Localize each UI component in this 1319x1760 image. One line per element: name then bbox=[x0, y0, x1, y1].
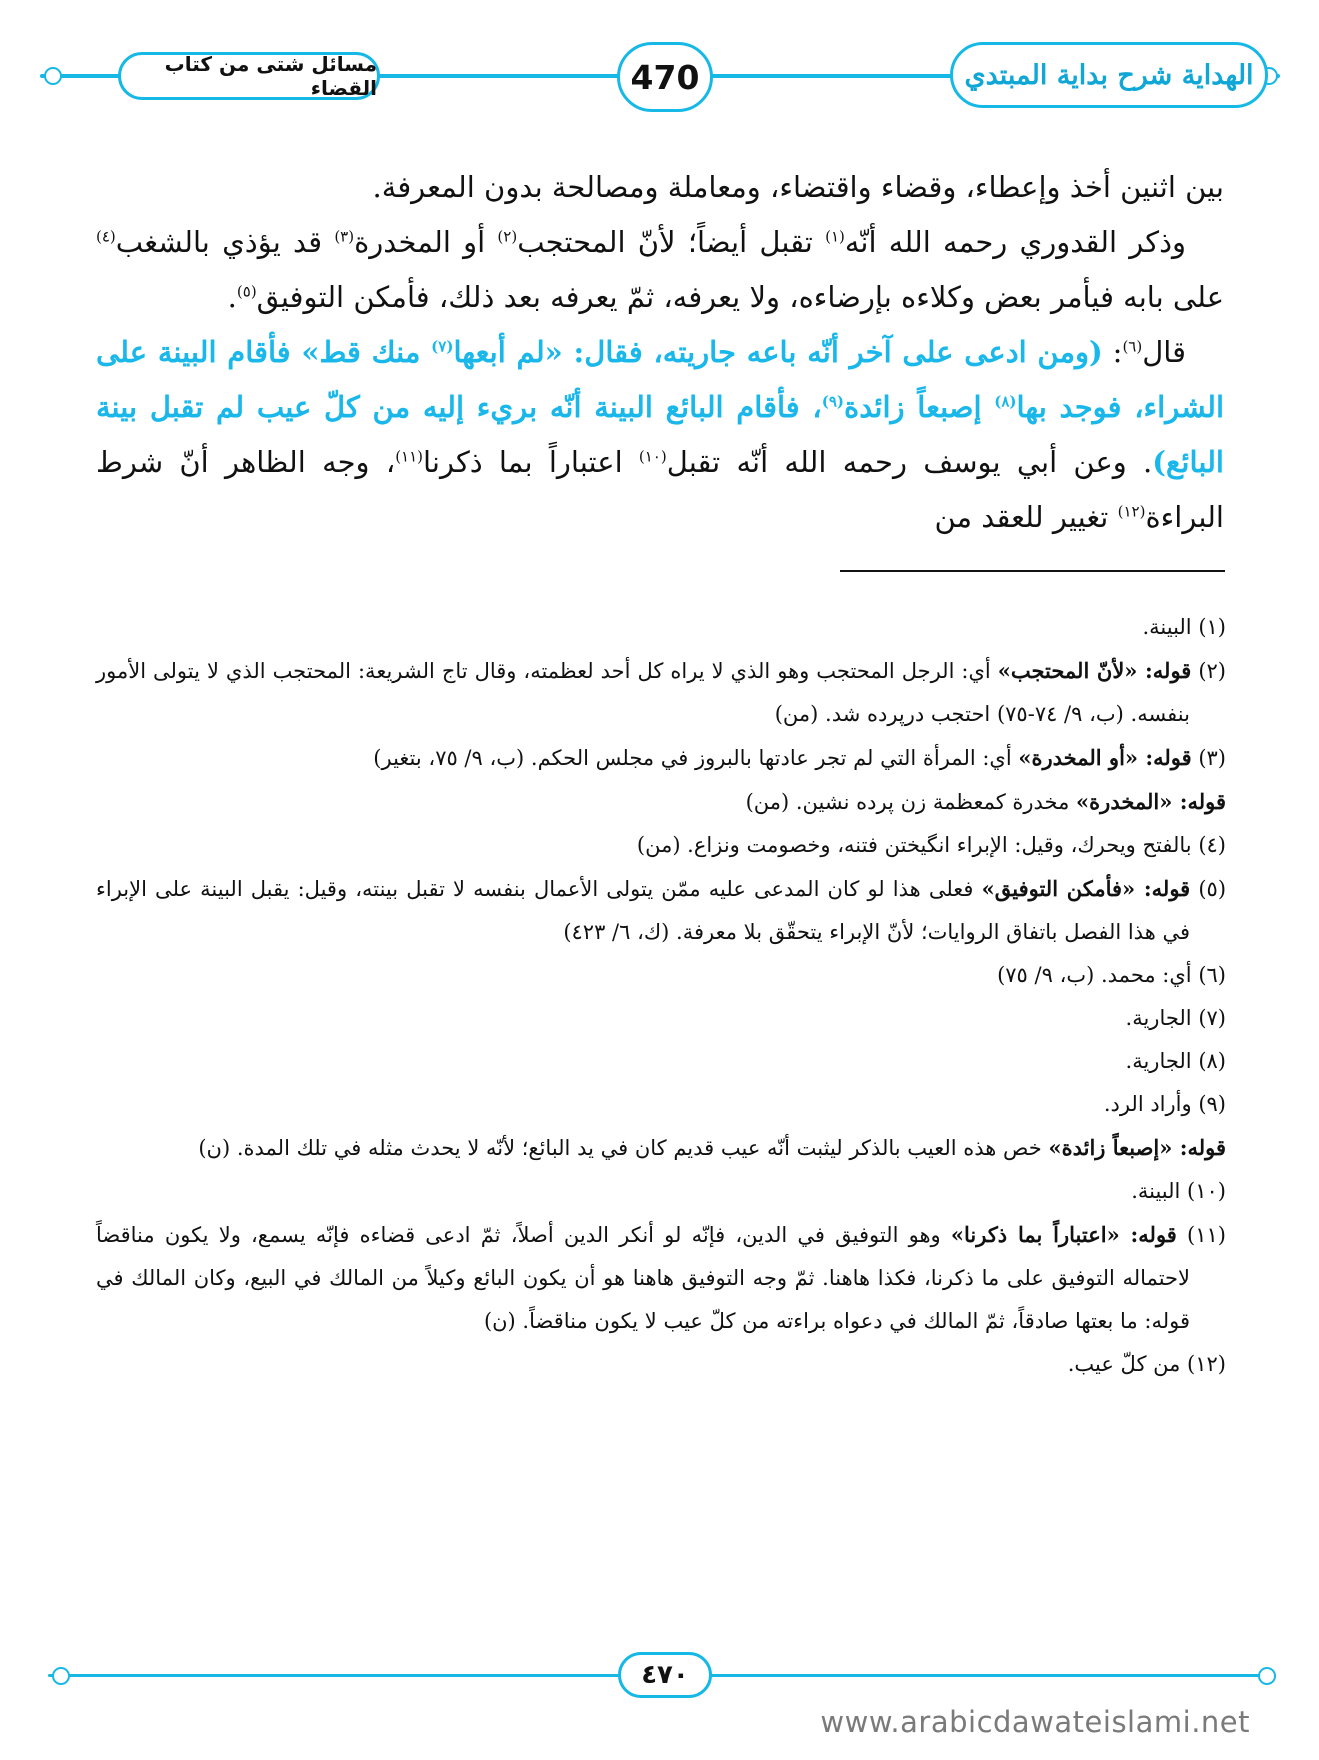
footnote-3-addendum-text: مخدرة كمعظمة زن پرده نشين. (من) bbox=[745, 790, 1077, 814]
footnote-3-keyword: قوله: «أو المخدرة» bbox=[1018, 745, 1192, 770]
footer-page-number: ٤٧٠ bbox=[641, 1660, 689, 1690]
footer-page-number-cartouche bbox=[618, 1652, 712, 1698]
paragraph-2 bbox=[96, 215, 1224, 325]
footnote-ref-6[interactable]: (٦) bbox=[1122, 337, 1143, 356]
book-title: الهداية شرح بداية المبتدي bbox=[964, 59, 1254, 91]
footer-rule-right bbox=[710, 1674, 1276, 1677]
page-number: 470 bbox=[630, 57, 700, 97]
footnote-6-text: (٦) أي: محمد. (ب، ٩/ ٧٥) bbox=[997, 963, 1226, 987]
footnote-2-keyword: قوله: «لأنّ المحتجب» bbox=[997, 658, 1192, 683]
footnote-5-text: فعلى هذا لو كان المدعى عليه ممّن يتولى الأعمال بنفسه لا تقبل بينته، وقيل: يقبل البينة على الإبراء في هذا الفصل باتفاق الروايات؛ لأنّ الإبراء يتحقّق بلا معرفة. (ك، ٦/ ٤٢٣) bbox=[96, 877, 1190, 944]
matn-text-2: منك قط» فأقام البينة على الشراء، فوجد بها bbox=[96, 335, 1225, 424]
footnote-2-number: (٢) bbox=[1191, 659, 1226, 683]
footnote-ref-4[interactable]: (٤) bbox=[96, 227, 116, 246]
footnote-5-number: (٥) bbox=[1190, 877, 1227, 901]
footnote-3-number: (٣) bbox=[1191, 746, 1226, 770]
footnote-7-text: (٧) الجارية. bbox=[1125, 1006, 1226, 1030]
footnote-ref-5[interactable]: (٥) bbox=[236, 282, 257, 301]
footnotes bbox=[96, 606, 1226, 1386]
paragraph-1-text: بين اثنين أخذ وإعطاء، وقضاء واقتضاء، ومعاملة ومصالحة بدون المعرفة. bbox=[372, 170, 1224, 204]
footnote-3-addendum-keyword: قوله: «المخدرة» bbox=[1076, 789, 1226, 814]
footnote-ref-1[interactable]: (١) bbox=[825, 227, 845, 246]
footnote-7 bbox=[96, 997, 1226, 1040]
footnote-ref-8[interactable]: (٨) bbox=[994, 392, 1017, 411]
book-title-cartouche bbox=[950, 42, 1268, 108]
p3-text-f: تغيير للعقد من bbox=[934, 500, 1118, 534]
matn-text-1: (ومن ادعى على آخر أنّه باعه جاريته، فقال: «لم أبعها bbox=[453, 335, 1103, 369]
footnote-3-addendum bbox=[96, 780, 1226, 824]
footnote-9-text: (٩) وأراد الرد. bbox=[1103, 1092, 1226, 1116]
main-text bbox=[96, 160, 1224, 545]
footnote-ref-11[interactable]: (١١) bbox=[395, 447, 424, 466]
footnote-9 bbox=[96, 1083, 1226, 1126]
footnote-1-text: (١) البينة. bbox=[1142, 615, 1226, 639]
footnote-3-text: أي: المرأة التي لم تجر عادتها بالبروز في مجلس الحكم. (ب، ٩/ ٧٥، بتغير) bbox=[373, 746, 1019, 770]
matn-text-3: إصبعاً زائدة bbox=[844, 390, 995, 424]
p3-text-d: اعتباراً بما ذكرنا bbox=[423, 445, 639, 479]
p3-text-c: . وعن أبي يوسف رحمه الله أنّه تقبل bbox=[666, 445, 1153, 479]
paragraph-3 bbox=[96, 325, 1224, 545]
footnote-2 bbox=[96, 649, 1226, 736]
footnote-ref-10[interactable]: (١٠) bbox=[638, 447, 667, 466]
footer-rule-left bbox=[48, 1674, 620, 1677]
header-rule-mid-right bbox=[710, 74, 954, 78]
footnote-4-text: (٤) بالفتح ويحرك، وقيل: الإبراء انگيختن فتنه، وخصومت ونزاع. (من) bbox=[636, 833, 1226, 857]
p2-text-f: . bbox=[227, 280, 237, 314]
footnote-9-addendum bbox=[96, 1126, 1226, 1170]
footnote-ref-9[interactable]: (٩) bbox=[821, 392, 845, 411]
footnote-11-number: (١١) bbox=[1176, 1223, 1226, 1247]
footnote-6 bbox=[96, 954, 1226, 997]
footnote-ref-12[interactable]: (١٢) bbox=[1117, 502, 1146, 521]
footnote-10-text: (١٠) البينة. bbox=[1131, 1179, 1226, 1203]
p2-text-d: قد يؤذي بالشغب bbox=[115, 225, 335, 259]
footnote-3 bbox=[96, 736, 1226, 780]
p3-text-b: : bbox=[1102, 335, 1123, 369]
footnote-11-keyword: قوله: «اعتباراً بما ذكرنا» bbox=[950, 1222, 1177, 1247]
footer-ornament-left bbox=[52, 1667, 70, 1685]
p3-text-a: قال bbox=[1142, 335, 1186, 369]
footnote-ref-3[interactable]: (٣) bbox=[334, 227, 355, 246]
footnote-11 bbox=[96, 1213, 1226, 1343]
page-number-cartouche bbox=[617, 42, 713, 112]
header-rule-mid-left bbox=[378, 74, 620, 78]
paragraph-1 bbox=[96, 160, 1224, 215]
footnote-ref-2[interactable]: (٢) bbox=[497, 227, 518, 246]
p2-text-c: أو المخدرة bbox=[354, 225, 498, 259]
footnote-9-addendum-text: خص هذه العيب بالذكر ليثبت أنّه عيب قديم كان في يد البائع؛ لأنّه لا يحدث مثله في تلك المدة. (ن) bbox=[198, 1136, 1049, 1160]
matn-text-4: ، فأقام البائع البينة أنّه بريء إليه من كلّ عيب لم تقبل بينة البائع) bbox=[96, 390, 1224, 479]
footnote-separator bbox=[840, 570, 1225, 572]
chapter-title-cartouche bbox=[118, 52, 380, 100]
footnote-1 bbox=[96, 606, 1226, 649]
footnote-10 bbox=[96, 1170, 1226, 1213]
footnote-8-text: (٨) الجارية. bbox=[1125, 1049, 1226, 1073]
p3-text-e: ، وجه الظاهر أنّ شرط البراءة bbox=[96, 445, 1224, 534]
p2-text-a: وذكر القدوري رحمه الله أنّه bbox=[844, 225, 1186, 259]
footnote-11-text: وهو التوفيق في الدين، فإنّه لو أنكر الدين أصلاً، ثمّ ادعى قضاءه فإنّه يسمع، ولا يكون مناقضاً لاحتماله التوفيق على ما ذكرنا، فكذا هاهنا. ثمّ وجه التوفيق هاهنا هو أن يكون البائع وكيلاً من المالك في البيع، وكان المالك في قوله: ما بعتها صادقاً، ثمّ المالك في دعواه براءته من كلّ عيب لا يكون مناقضاً. (ن) bbox=[96, 1223, 1190, 1333]
footnote-12 bbox=[96, 1343, 1226, 1386]
footnote-12-text: (١٢) من كلّ عيب. bbox=[1067, 1352, 1226, 1376]
chapter-title: مسائل شتى من كتاب القضاء bbox=[164, 52, 377, 100]
p2-text-e: على بابه فيأمر بعض وكلاءه بإرضاءه، ولا يعرفه، ثمّ يعرفه بعد ذلك، فأمكن التوفيق bbox=[256, 280, 1224, 314]
header-ornament-left bbox=[44, 67, 62, 85]
footnote-5 bbox=[96, 867, 1226, 954]
footnote-ref-7[interactable]: (٧) bbox=[431, 337, 454, 356]
footnote-5-keyword: قوله: «فأمكن التوفيق» bbox=[981, 876, 1191, 901]
watermark-url[interactable]: www.arabicdawateislami.net bbox=[820, 1705, 1250, 1739]
footnote-8 bbox=[96, 1040, 1226, 1083]
footnote-9-addendum-keyword: قوله: «إصبعاً زائدة» bbox=[1048, 1135, 1226, 1160]
footnote-4 bbox=[96, 824, 1226, 867]
p2-text-b: تقبل أيضاً؛ لأنّ المحتجب bbox=[517, 225, 826, 259]
footer-ornament-right bbox=[1258, 1667, 1276, 1685]
footnote-2-text: أي: الرجل المحتجب وهو الذي لا يراه كل أحد لعظمته، وقال تاج الشريعة: المحتجب الذي لا يتولى الأمور بنفسه. (ب، ٩/ ٧٤-٧٥) احتجب درپرده شد. (من) bbox=[96, 659, 1190, 726]
